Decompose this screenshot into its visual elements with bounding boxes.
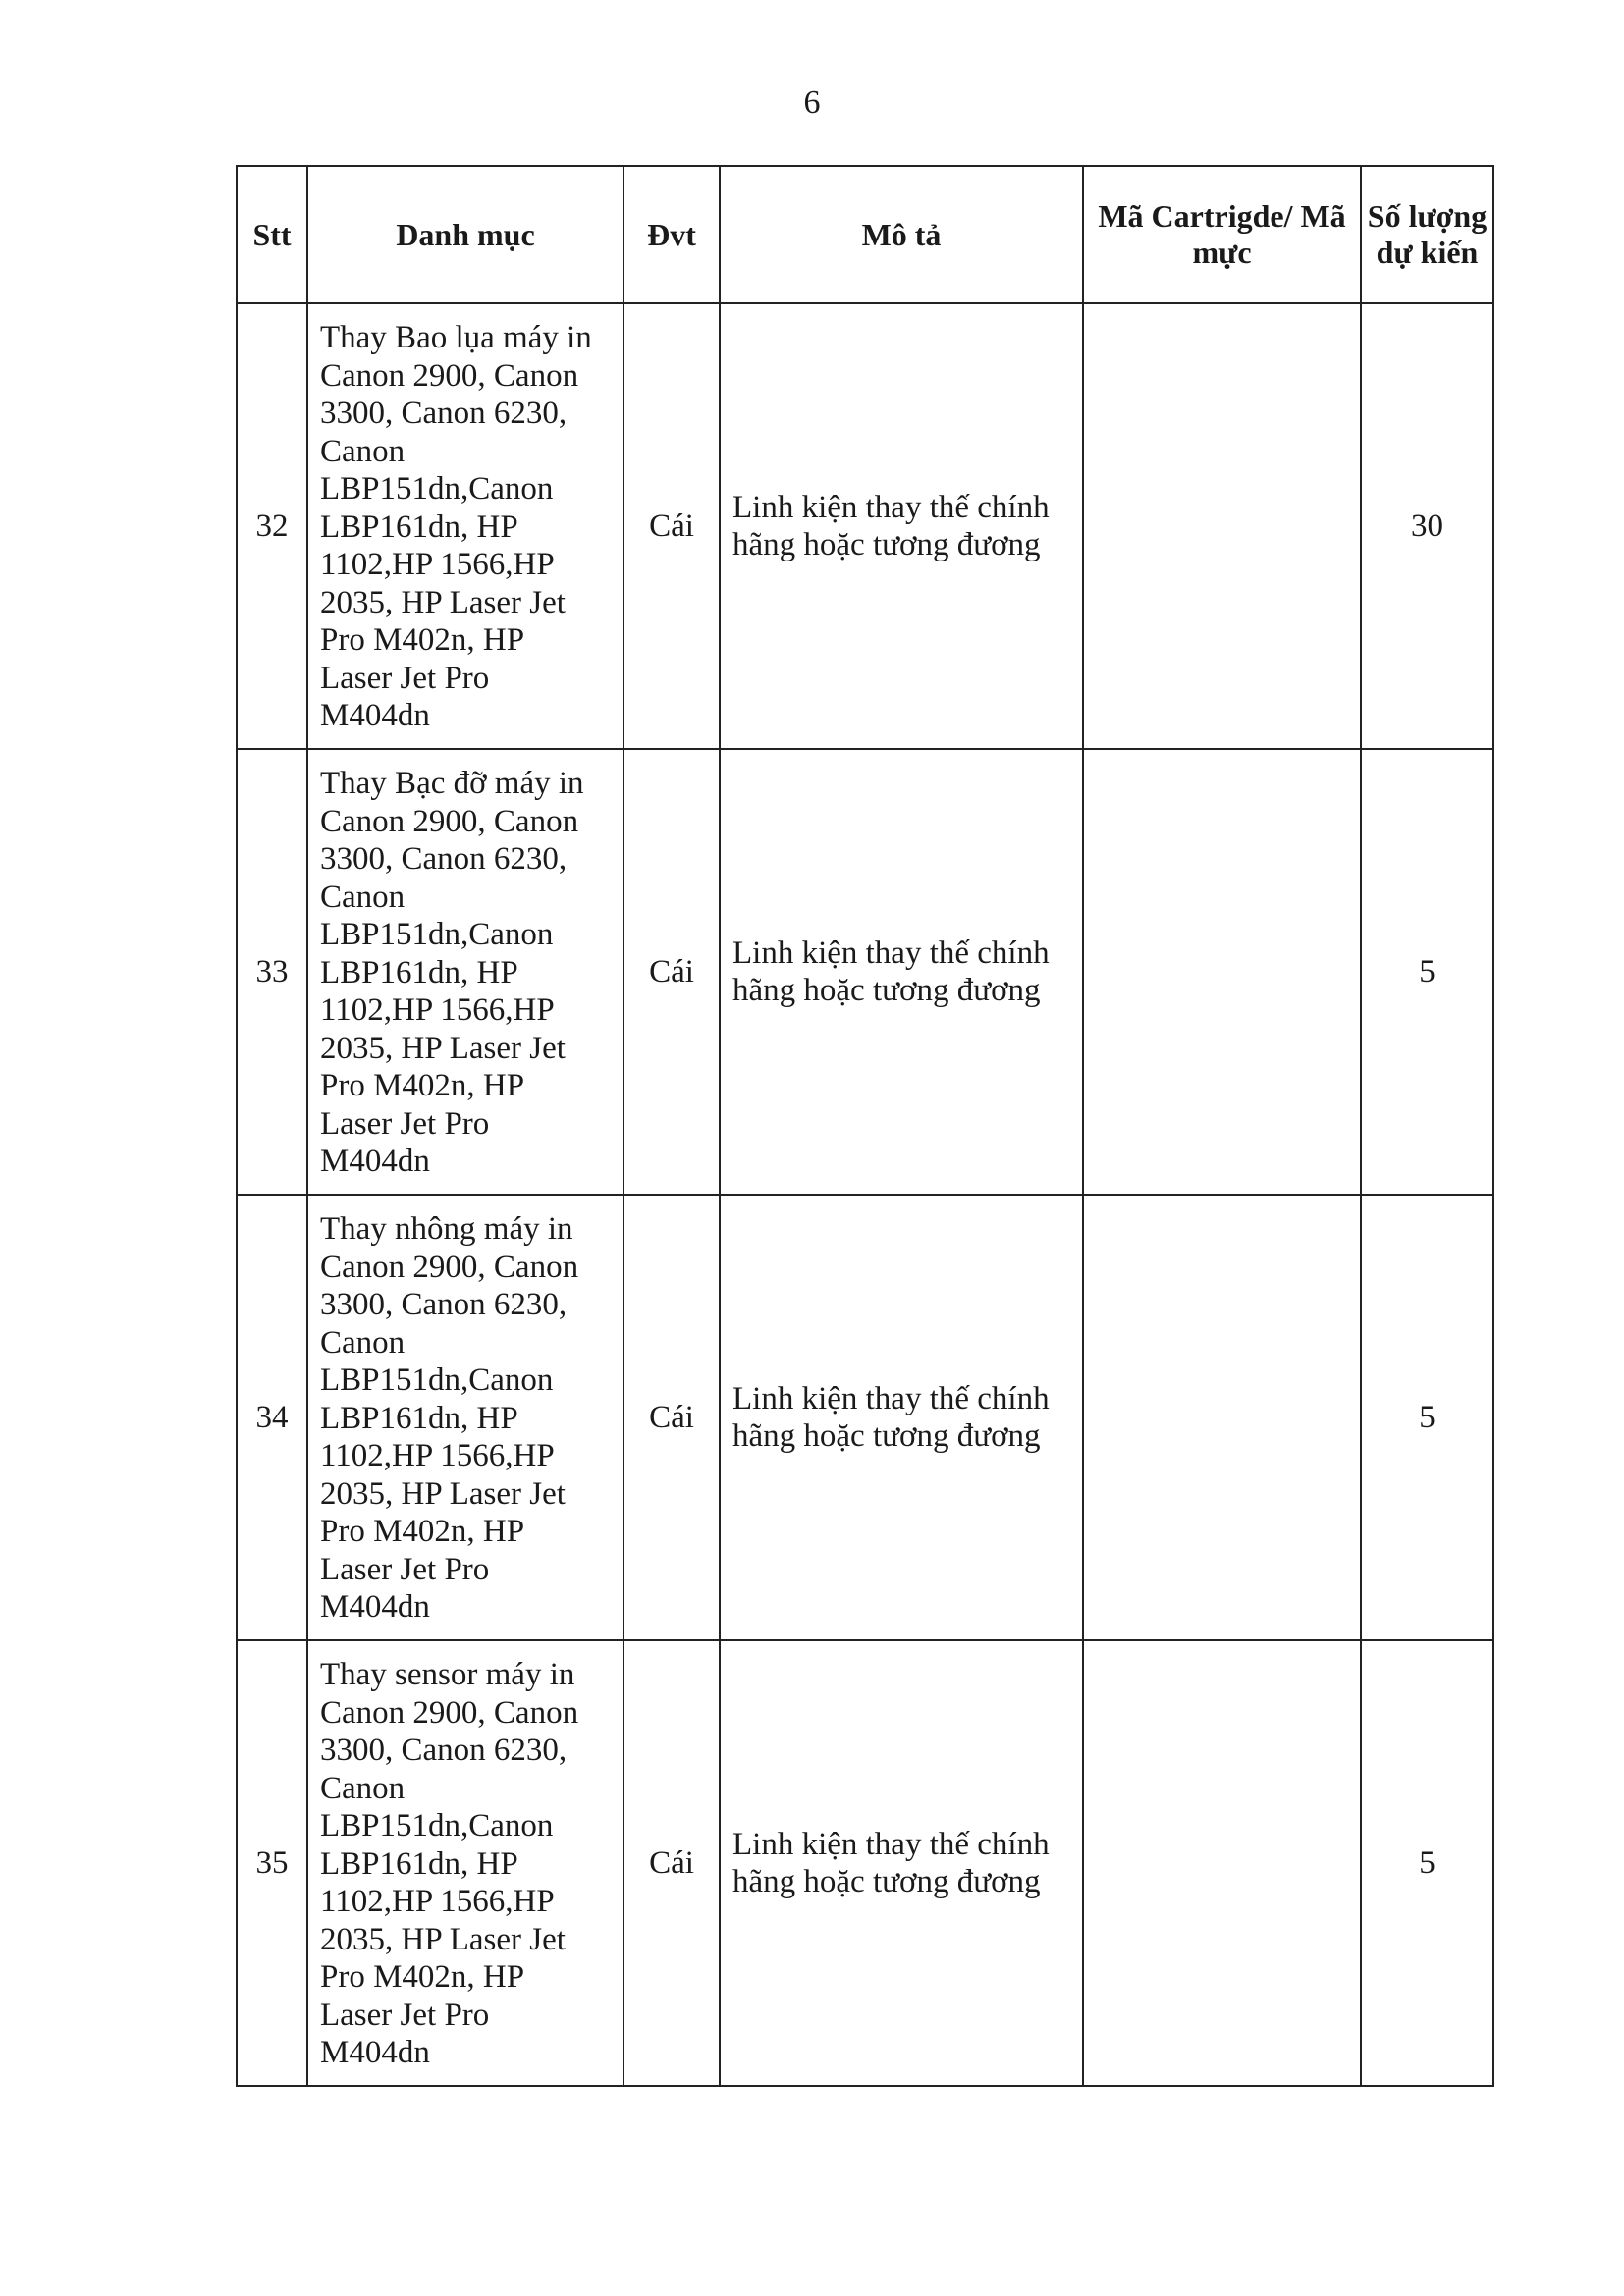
cell-mo-ta: Linh kiện thay thế chính hãng hoặc tương đương [720, 1195, 1083, 1640]
cell-ma-cartridge [1083, 749, 1361, 1195]
cell-danh-muc [307, 1195, 623, 1640]
cell-danh-muc [307, 1640, 623, 2086]
cell-danh-muc [307, 303, 623, 749]
cell-ma-cartridge [1083, 1640, 1361, 2086]
danh-muc-text: Thay sensor máy in Canon 2900, Canon 3300, Canon 6230, Canon LBP151dn,Canon LBP161dn, HP 1102,HP 1566,HP 2035, HP Laser Jet Pro M402n, HP Laser Jet Pro M404dn [320, 1657, 579, 2071]
cell-stt: 34 [237, 1195, 307, 1640]
table-row [237, 749, 1493, 1195]
cell-so-luong: 30 [1361, 303, 1493, 749]
cell-mo-ta: Linh kiện thay thế chính hãng hoặc tương đương [720, 1640, 1083, 2086]
cell-so-luong: 5 [1361, 1640, 1493, 2086]
cell-so-luong: 5 [1361, 1195, 1493, 1640]
cell-stt: 33 [237, 749, 307, 1195]
header-dvt: Đvt [623, 166, 720, 303]
table-row [237, 1195, 1493, 1640]
cell-stt: 35 [237, 1640, 307, 2086]
cell-dvt: Cái [623, 749, 720, 1195]
cell-mo-ta: Linh kiện thay thế chính hãng hoặc tương đương [720, 303, 1083, 749]
danh-muc-text: Thay nhông máy in Canon 2900, Canon 3300, Canon 6230, Canon LBP151dn,Canon LBP161dn, HP 1102,HP 1566,HP 2035, HP Laser Jet Pro M402n, HP Laser Jet Pro M404dn [320, 1211, 579, 1626]
cell-dvt: Cái [623, 1195, 720, 1640]
items-table [236, 165, 1494, 2087]
cell-stt: 32 [237, 303, 307, 749]
cell-so-luong: 5 [1361, 749, 1493, 1195]
header-stt: Stt [237, 166, 307, 303]
page-number: 6 [803, 84, 821, 121]
header-danh-muc: Danh mục [307, 166, 623, 303]
cell-danh-muc [307, 749, 623, 1195]
table-row [237, 303, 1493, 749]
danh-muc-text: Thay Bao lụa máy in Canon 2900, Canon 3300, Canon 6230, Canon LBP151dn,Canon LBP161dn, HP 1102,HP 1566,HP 2035, HP Laser Jet Pro M402n, HP Laser Jet Pro M404dn [320, 320, 592, 734]
cell-dvt: Cái [623, 303, 720, 749]
header-mo-ta: Mô tả [720, 166, 1083, 303]
table-row [237, 1640, 1493, 2086]
table-header-row [237, 166, 1493, 303]
cell-ma-cartridge [1083, 303, 1361, 749]
header-so-luong: Số lượng dự kiến [1361, 166, 1493, 303]
cell-dvt: Cái [623, 1640, 720, 2086]
danh-muc-text: Thay Bạc đỡ máy in Canon 2900, Canon 3300, Canon 6230, Canon LBP151dn,Canon LBP161dn, HP 1102,HP 1566,HP 2035, HP Laser Jet Pro M402n, HP Laser Jet Pro M404dn [320, 766, 584, 1180]
header-ma-cartridge: Mã Cartrigde/ Mã mực [1083, 166, 1361, 303]
cell-ma-cartridge [1083, 1195, 1361, 1640]
cell-mo-ta: Linh kiện thay thế chính hãng hoặc tương đương [720, 749, 1083, 1195]
